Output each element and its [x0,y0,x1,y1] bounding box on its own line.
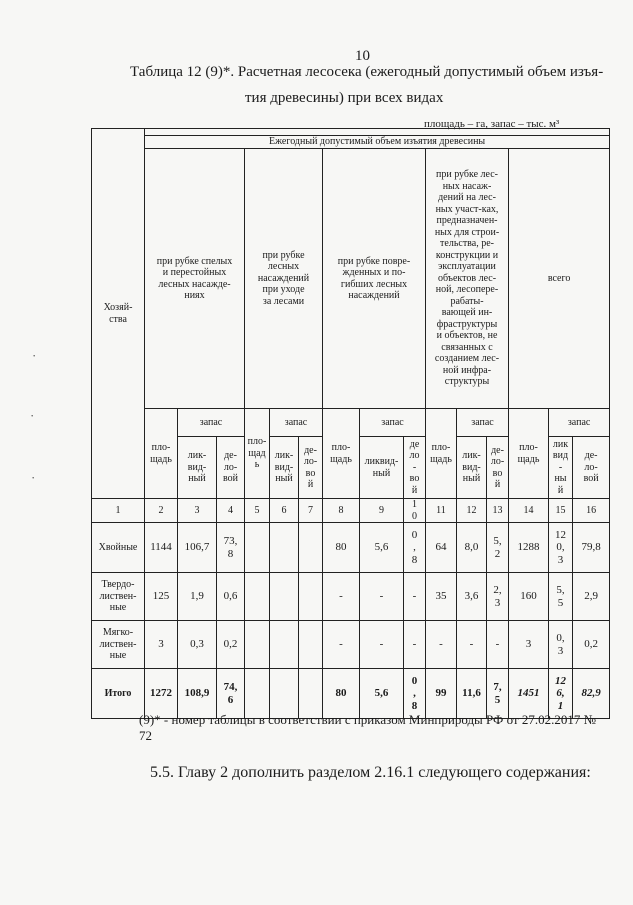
data-cell: 7, 5 [487,669,509,719]
column-number: 11 [426,499,457,523]
data-cell: 73, 8 [217,523,245,573]
data-cell [299,573,323,621]
page-number: 10 [355,48,370,64]
data-cell: 35 [426,573,457,621]
data-cell: 80 [323,523,360,573]
data-cell [245,621,270,669]
business-header: де- ло- вой [217,437,245,499]
data-cell: 0,2 [217,621,245,669]
area-header: пло- щадь [323,409,360,499]
margin-mark: · [30,408,35,423]
table-title-line-1: Таблица 12 (9)*. Расчетная лесосека (ежегодный допустимый объем изъя- [130,64,604,80]
stock-header: запас [457,409,509,437]
data-cell: 79,8 [573,523,610,573]
data-cell: 99 [426,669,457,719]
data-cell: - [404,621,426,669]
data-cell [245,669,270,719]
section-paragraph: 5.5. Главу 2 дополнить разделом 2.16.1 следующего содержания: [150,764,591,781]
column-number: 8 [323,499,360,523]
liquid-header: лик- вид- ный [270,437,299,499]
group-header: при рубке повре- жденных и по- гибших лесных насаждений [323,149,426,409]
column-number: 5 [245,499,270,523]
stock-header: запас [270,409,323,437]
margin-mark: · [32,348,37,363]
data-cell: 11,6 [457,669,487,719]
column-number: 2 [145,499,178,523]
data-cell [270,621,299,669]
header-caption: Ежегодный допустимый объем изъятия древесины [145,136,610,149]
data-cell: 0 , 8 [404,523,426,573]
data-cell: 12 0, 3 [549,523,573,573]
header-row-blank [92,129,610,136]
data-cell: - [323,573,360,621]
data-cell: 8,0 [457,523,487,573]
data-cell [270,523,299,573]
data-cell: 125 [145,573,178,621]
data-cell: 64 [426,523,457,573]
data-cell: - [360,573,404,621]
column-number: 15 [549,499,573,523]
data-cell [299,669,323,719]
data-row [92,573,610,621]
data-cell: 0 , 8 [404,669,426,719]
group-header: при рубке лесных насаждений при уходе за лесами [245,149,323,409]
owner-column-header: Хозяй- ства [92,129,145,499]
data-cell: 3 [509,621,549,669]
stock-header: запас [178,409,245,437]
allowable-cut-table [91,128,610,719]
group-header: при рубке лес- ных насаж- дений на лес- ных участ-ках, предназначен- ных для строи- тельства, ре- конструкции и эксплуатации объектов лес- ной, лесопере- рабаты- вающей ин- фраструктуры и объектов, не связанных с созданием лес- ной инфра- структуры [426,149,509,409]
data-cell: 1451 [509,669,549,719]
data-cell: 1,9 [178,573,217,621]
column-number: 1 [92,499,145,523]
business-header: де- ло- во й [299,437,323,499]
header-row-groups [92,149,610,409]
business-header: де- ло- во й [487,437,509,499]
header-row-stock [92,409,610,437]
area-header: пло- щадь [145,409,178,499]
data-cell: 108,9 [178,669,217,719]
column-number: 14 [509,499,549,523]
data-cell: 160 [509,573,549,621]
row-label: Хвойные [92,523,145,573]
table-title-line-2: тия древесины) при всех видах [245,90,444,106]
column-number: 1 0 [404,499,426,523]
column-number: 16 [573,499,610,523]
liquid-header: лик- вид- ный [457,437,487,499]
data-cell: 74, 6 [217,669,245,719]
business-header: де- ло- вой [573,437,610,499]
stock-header: запас [549,409,610,437]
total-row [92,669,610,719]
group-header: всего [509,149,610,409]
footnote: (9)* - номер таблицы в соответствии с приказом Минприроды РФ от 27.02.2017 № 72 [139,712,596,744]
area-header: пло- щадь [509,409,549,499]
data-cell [245,573,270,621]
data-cell: 106,7 [178,523,217,573]
header-row-caption [92,136,610,149]
column-number: 4 [217,499,245,523]
group-header: при рубке спелых и перестойных лесных насажде- ниях [145,149,245,409]
column-number: 13 [487,499,509,523]
data-cell: 2,9 [573,573,610,621]
stock-header: запас [360,409,426,437]
data-cell: 1144 [145,523,178,573]
data-cell: 80 [323,669,360,719]
data-cell: - [404,573,426,621]
margin-mark: · [31,470,36,485]
header-blank [145,129,610,136]
data-cell: 5, 2 [487,523,509,573]
data-cell: 12 6, 1 [549,669,573,719]
column-number: 9 [360,499,404,523]
data-cell: - [360,621,404,669]
data-cell: - [487,621,509,669]
column-number: 7 [299,499,323,523]
data-cell: 0, 3 [549,621,573,669]
data-cell [270,669,299,719]
units-note: площадь – га, запас – тыс. м³ [424,118,560,130]
data-cell: 5,6 [360,669,404,719]
business-header: де ло - во й [404,437,426,499]
liquid-header: лик вид - ны й [549,437,573,499]
data-cell: 3 [145,621,178,669]
data-cell: 0,3 [178,621,217,669]
column-number: 3 [178,499,217,523]
data-cell: - [426,621,457,669]
column-number-row [92,499,610,523]
liquid-header: лик- вид- ный [178,437,217,499]
data-row [92,621,610,669]
row-label: Итого [92,669,145,719]
data-row [92,523,610,573]
data-cell [245,523,270,573]
data-cell [299,523,323,573]
column-number: 6 [270,499,299,523]
data-cell: 0,2 [573,621,610,669]
row-label: Твердо- листвен- ные [92,573,145,621]
data-cell: 1288 [509,523,549,573]
data-cell [299,621,323,669]
data-cell [270,573,299,621]
data-cell: - [323,621,360,669]
data-cell: - [457,621,487,669]
data-cell: 5, 5 [549,573,573,621]
data-cell: 3,6 [457,573,487,621]
row-label: Мягко- листвен- ные [92,621,145,669]
table-body [92,129,610,719]
area-header: пло- щадь [426,409,457,499]
data-cell: 0,6 [217,573,245,621]
data-cell: 1272 [145,669,178,719]
area-header: пло- щад ь [245,409,270,499]
liquid-header: ликвид- ный [360,437,404,499]
column-number: 12 [457,499,487,523]
data-cell: 2, 3 [487,573,509,621]
data-cell: 82,9 [573,669,610,719]
data-cell: 5,6 [360,523,404,573]
